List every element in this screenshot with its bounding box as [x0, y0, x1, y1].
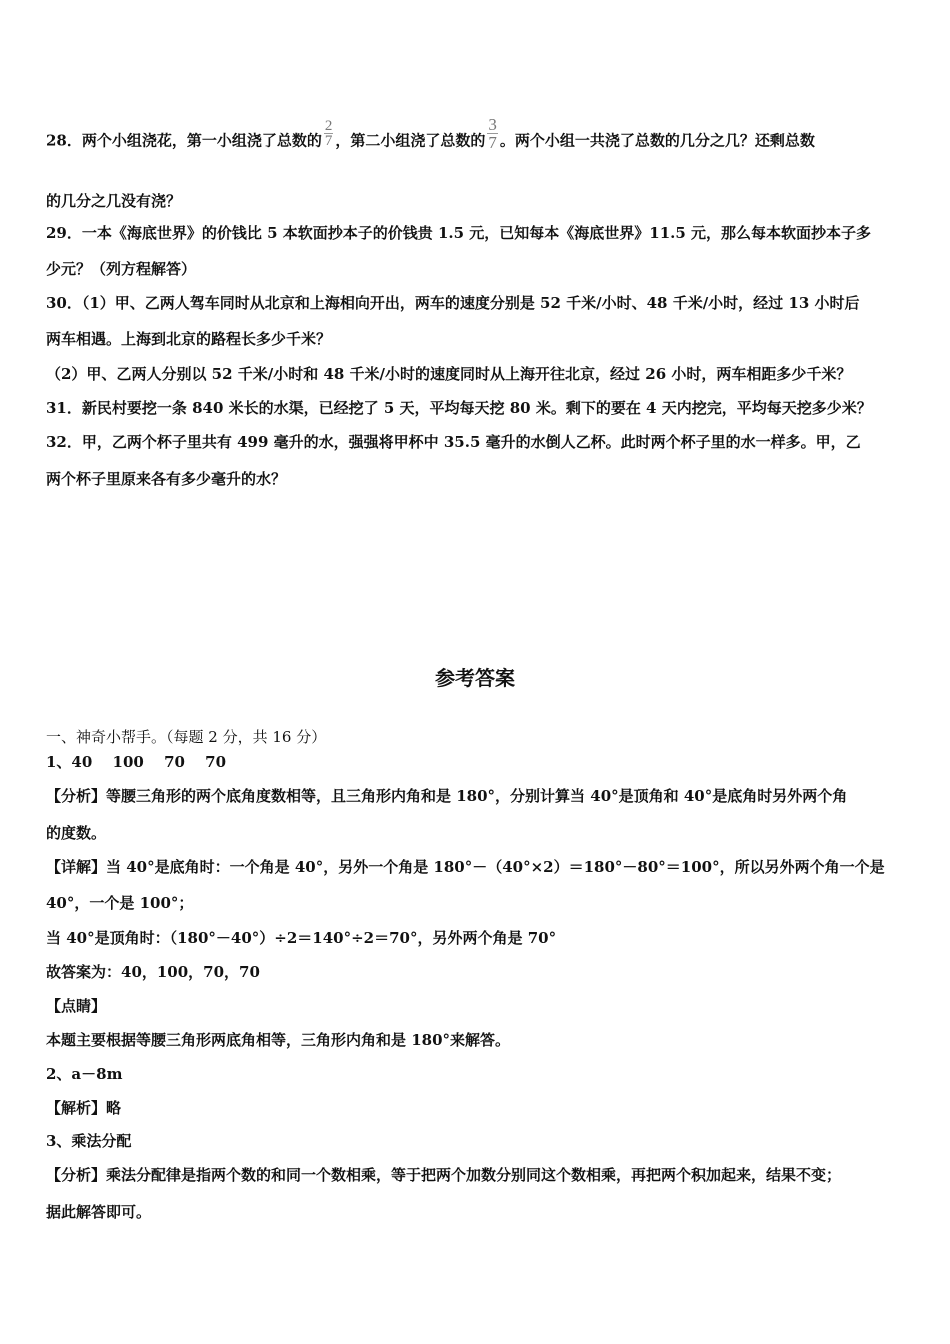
answer-1-detail-line4: 故答案为：40，100，70，70 — [46, 963, 260, 981]
answer-1: 1、40 100 70 70 — [46, 753, 227, 771]
q28-text-b: ，第二小组浇了总数的 — [335, 131, 486, 150]
answers-title: 参考答案 — [435, 666, 515, 690]
q28-line2: 的几分之几没有浇？ — [46, 192, 182, 210]
q28-frac1-num: 2 — [324, 118, 333, 134]
q29-line2: 少元？（列方程解答） — [46, 260, 197, 278]
q28-frac2-den: 7 — [488, 133, 497, 152]
answer-1-point-text: 本题主要根据等腰三角形两底角相等，三角形内角和是 180°来解答。 — [46, 1031, 511, 1049]
q28-text-c: 。两个小组一共浇了总数的几分之几？还剩总数 — [499, 131, 815, 150]
answer-1-analysis-line2: 的度数。 — [46, 824, 107, 842]
q32-line2: 两个杯子里原来各有多少毫升的水？ — [46, 470, 287, 488]
answers-section-1: 一、神奇小帮手。（每题 2 分，共 16 分） — [46, 728, 327, 746]
q32-line1: 32．甲，乙两个杯子里共有 499 毫升的水，强强将甲杯中 35.5 毫升的水倒人乙杯。此时两个杯子里的水一样多。甲，乙 — [46, 433, 861, 451]
q30-line3: （2）甲、乙两人分别以 52 千米/小时和 48 千米/小时的速度同时从上海开往北京，经过 26 小时，两车相距多少千米？ — [46, 365, 852, 383]
q31-line1: 31．新民村要挖一条 840 米长的水渠，已经挖了 5 天，平均每天挖 80 米。剩下的要在 4 天内挖完，平均每天挖多少米？ — [46, 399, 872, 417]
q28-fraction-2 — [487, 116, 498, 151]
answer-1-point-heading: 【点睛】 — [46, 997, 107, 1015]
q28-fraction-1 — [324, 119, 334, 148]
answer-3-analysis-line2: 据此解答即可。 — [46, 1203, 152, 1221]
answer-1-analysis-line1: 【分析】等腰三角形的两个底角度数相等，且三角形内角和是 180°，分别计算当 40°是顶角和 40°是底角时另外两个角 — [46, 787, 848, 805]
q28-text-a: 28．两个小组浇花，第一小组浇了总数的 — [46, 131, 322, 150]
answer-1-detail-line1: 【详解】当 40°是底角时：一个角是 40°，另外一个角是 180°－（40°×2）＝180°－80°＝100°，所以另外两个角一个是 — [46, 858, 885, 876]
answer-3: 3、乘法分配 — [46, 1132, 132, 1150]
answer-2-analysis: 【解析】略 — [46, 1099, 122, 1117]
answer-1-detail-line3: 当 40°是顶角时：（180°－40°）÷2＝140°÷2＝70°，另外两个角是 70° — [46, 929, 557, 947]
q30-line1: 30．（1）甲、乙两人驾车同时从北京和上海相向开出，两车的速度分别是 52 千米/小时、48 千米/小时，经过 13 小时后 — [46, 294, 860, 312]
q28-frac2-num: 3 — [488, 115, 497, 134]
q30-line2: 两车相遇。上海到北京的路程长多少千米？ — [46, 330, 332, 348]
answer-3-analysis-line1: 【分析】乘法分配律是指两个数的和同一个数相乘，等于把两个加数分别同这个数相乘，再把两个积加起来，结果不变； — [46, 1166, 842, 1184]
q28-frac1-den: 7 — [324, 133, 333, 149]
answer-2: 2、a－8m — [46, 1065, 123, 1083]
q29-line1: 29．一本《海底世界》的价钱比 5 本软面抄本子的价钱贵 1.5 元，已知每本《海底世界》11.5 元，那么每本软面抄本子多 — [46, 224, 872, 242]
answer-1-detail-line2: 40°，一个是 100°； — [46, 894, 194, 912]
q28-line1 — [46, 115, 815, 159]
